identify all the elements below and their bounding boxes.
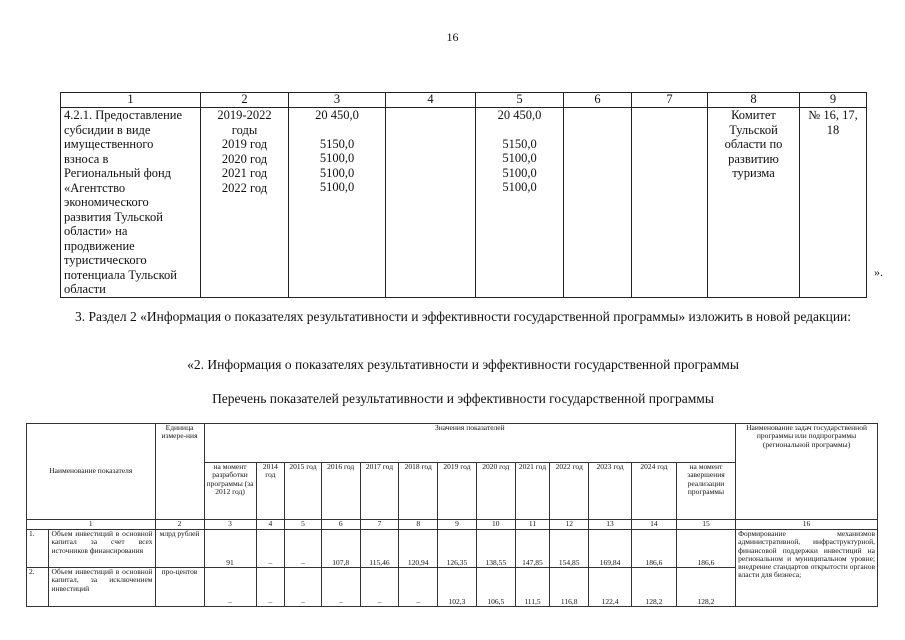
activity-name-cell xyxy=(61,108,201,298)
unit-cell: млрд рублей xyxy=(155,530,204,568)
value-cell: 111,5 xyxy=(515,568,550,607)
text-line: Тульской xyxy=(729,122,778,137)
value-cell: – xyxy=(285,568,322,607)
column-number: 8 xyxy=(708,93,800,108)
subsidy-table xyxy=(60,92,867,298)
row-number: 1. xyxy=(27,530,49,568)
year-header: 2023 год xyxy=(589,463,632,520)
text-line: «Агентство xyxy=(64,180,126,195)
value-cell: – xyxy=(360,568,399,607)
text-line: туризма xyxy=(732,166,775,180)
column-number: 7 xyxy=(632,93,708,108)
year-header: 2019 год xyxy=(438,463,477,520)
text-line: Комитет xyxy=(731,108,776,122)
amount-cell xyxy=(476,108,564,298)
value-cell: 120,94 xyxy=(399,530,438,568)
year-header: на момент разработки программы (за 2012 год) xyxy=(204,463,256,520)
task-text: региональном и муниципальном уровне; внедрение стандартов открытости органов власти для бизнеса; xyxy=(738,553,875,580)
value-cell: 154,85 xyxy=(550,530,589,568)
column-number: 12 xyxy=(550,520,589,530)
value-cell: 169,84 xyxy=(589,530,632,568)
year-header: 2015 год xyxy=(285,463,322,520)
value-cell: 106,5 xyxy=(476,568,515,607)
text-line: 2021 год xyxy=(221,166,268,180)
year-header: 2022 год xyxy=(550,463,589,520)
text-line: 4.2.1. Предоставление xyxy=(64,108,182,122)
column-number: 6 xyxy=(564,93,632,108)
year-header: 2024 год xyxy=(631,463,676,520)
text-line: 2022 год xyxy=(221,180,268,195)
amount-cell xyxy=(289,108,386,298)
indicator-ref-cell xyxy=(800,108,867,298)
text-line: области по xyxy=(724,137,783,151)
value-cell: 128,2 xyxy=(676,568,735,607)
indicator-name: Объем инвестиций в основной капитал, за исключением инвестиций xyxy=(49,568,155,607)
column-number: 5 xyxy=(285,520,322,530)
value-cell: – xyxy=(321,568,360,607)
value-cell: – xyxy=(399,568,438,607)
text-line: № 16, 17, xyxy=(808,108,858,122)
text-line: 5150,0 xyxy=(319,136,355,151)
value-cell: 116,8 xyxy=(550,568,589,607)
value-cell: 91 xyxy=(204,530,256,568)
year-header: 2021 год xyxy=(515,463,550,520)
column-number: 4 xyxy=(256,520,285,530)
column-number: 9 xyxy=(438,520,477,530)
text-line: потенциала Тульской xyxy=(64,267,178,282)
column-number: 7 xyxy=(360,520,399,530)
column-numbers-row xyxy=(27,520,878,530)
year-header: на момент завершения реализации программы xyxy=(676,463,735,520)
text-line: области» на xyxy=(64,224,128,238)
column-number: 13 xyxy=(589,520,632,530)
text-line: 5100,0 xyxy=(502,165,537,180)
text-line: 5100,0 xyxy=(319,180,355,194)
column-number: 1 xyxy=(27,520,156,530)
paragraph-instruction: 3. Раздел 2 «Информация о показателях результативности и эффективности государственной программы» изложить в новой редакции: xyxy=(74,309,852,324)
table-row xyxy=(27,530,878,568)
value-cell: – xyxy=(285,530,322,568)
empty-cell xyxy=(386,108,476,298)
column-number: 10 xyxy=(476,520,515,530)
year-header: 2014 год xyxy=(256,463,285,520)
text-line: области xyxy=(64,282,106,296)
task-cell xyxy=(736,530,878,607)
text-line: 5150,0 xyxy=(502,136,537,151)
table-row xyxy=(61,108,867,298)
text-line: Региональный фонд xyxy=(64,166,171,180)
column-number: 3 xyxy=(289,93,386,108)
value-cell: – xyxy=(256,530,285,568)
empty-cell xyxy=(632,108,708,298)
value-cell: 115,46 xyxy=(360,530,399,568)
value-cell: 147,85 xyxy=(515,530,550,568)
text-line: 2019 год xyxy=(221,137,268,151)
row-number: 2. xyxy=(27,568,49,607)
text-line: 20 450,0 xyxy=(497,108,542,122)
period-cell xyxy=(201,108,289,298)
text-line: развитию xyxy=(728,151,779,166)
year-header: 2020 год xyxy=(476,463,515,520)
year-header: 2018 год xyxy=(399,463,438,520)
text-line: 2019-2022 xyxy=(217,108,272,122)
text-line: туристического xyxy=(64,253,147,267)
column-number: 8 xyxy=(399,520,438,530)
value-cell: 126,35 xyxy=(438,530,477,568)
list-heading: Перечень показателей результативности и эффективности государственной программы xyxy=(212,391,714,406)
value-cell: – xyxy=(204,568,256,607)
header-indicator-name: Наименование показателя xyxy=(27,424,156,520)
value-cell: 122,4 xyxy=(589,568,632,607)
value-cell: 107,8 xyxy=(321,530,360,568)
column-number: 9 xyxy=(800,93,867,108)
column-number: 3 xyxy=(204,520,256,530)
indicators-table xyxy=(26,423,878,607)
text-line: годы xyxy=(231,122,258,137)
text-line: 18 xyxy=(826,122,840,137)
text-line: 5100,0 xyxy=(319,165,355,180)
column-number: 1 xyxy=(61,93,201,108)
unit-cell: про-центов xyxy=(155,568,204,607)
column-number: 2 xyxy=(155,520,204,530)
column-number: 15 xyxy=(676,520,735,530)
year-header: 2016 год xyxy=(321,463,360,520)
text-line: взноса в xyxy=(64,151,109,166)
column-number: 2 xyxy=(201,93,289,108)
column-number: 14 xyxy=(631,520,676,530)
header-unit: Единица измере-ния xyxy=(155,424,204,520)
column-number: 5 xyxy=(476,93,564,108)
text-line: 5100,0 xyxy=(319,151,355,165)
column-number: 4 xyxy=(386,93,476,108)
value-cell: 102,3 xyxy=(438,568,477,607)
column-number: 11 xyxy=(515,520,550,530)
column-number: 6 xyxy=(321,520,360,530)
text-line: продвижение xyxy=(64,238,135,253)
text-line: 5100,0 xyxy=(502,151,537,165)
indicators-header-row xyxy=(27,424,878,463)
section-heading: «2. Информация о показателях результативности и эффективности государственной программы xyxy=(187,357,739,372)
text-line: 2020 год xyxy=(221,151,268,166)
text-line: 5100,0 xyxy=(502,180,537,194)
page-number: 16 xyxy=(446,30,459,44)
value-cell: 186,6 xyxy=(631,530,676,568)
empty-cell xyxy=(564,108,632,298)
indicator-name: Объем инвестиций в основной капитал за счет всех источников финансирования xyxy=(49,530,155,568)
closing-quote: ». xyxy=(874,265,883,279)
text-line: развития Тульской xyxy=(64,209,163,224)
column-number: 16 xyxy=(736,520,878,530)
text-line: 20 450,0 xyxy=(315,108,359,122)
task-text: Формирование механизмов административной, инфраструктурной, финансовой поддержки инвестиций на xyxy=(738,529,875,555)
header-tasks: Наименование задач государственной программы или подпрограммы (региональной программы) xyxy=(736,424,878,520)
year-header: 2017 год xyxy=(360,463,399,520)
value-cell: 138,55 xyxy=(476,530,515,568)
text-line: имущественного xyxy=(64,137,154,151)
value-cell: 186,6 xyxy=(676,530,735,568)
value-cell: – xyxy=(256,568,285,607)
header-values: Значения показателей xyxy=(204,424,736,463)
responsible-cell xyxy=(708,108,800,298)
text-line: экономического xyxy=(64,195,149,209)
text-line: субсидии в виде xyxy=(64,122,151,137)
value-cell: 128,2 xyxy=(631,568,676,607)
subsidy-table-header-row xyxy=(61,93,867,108)
